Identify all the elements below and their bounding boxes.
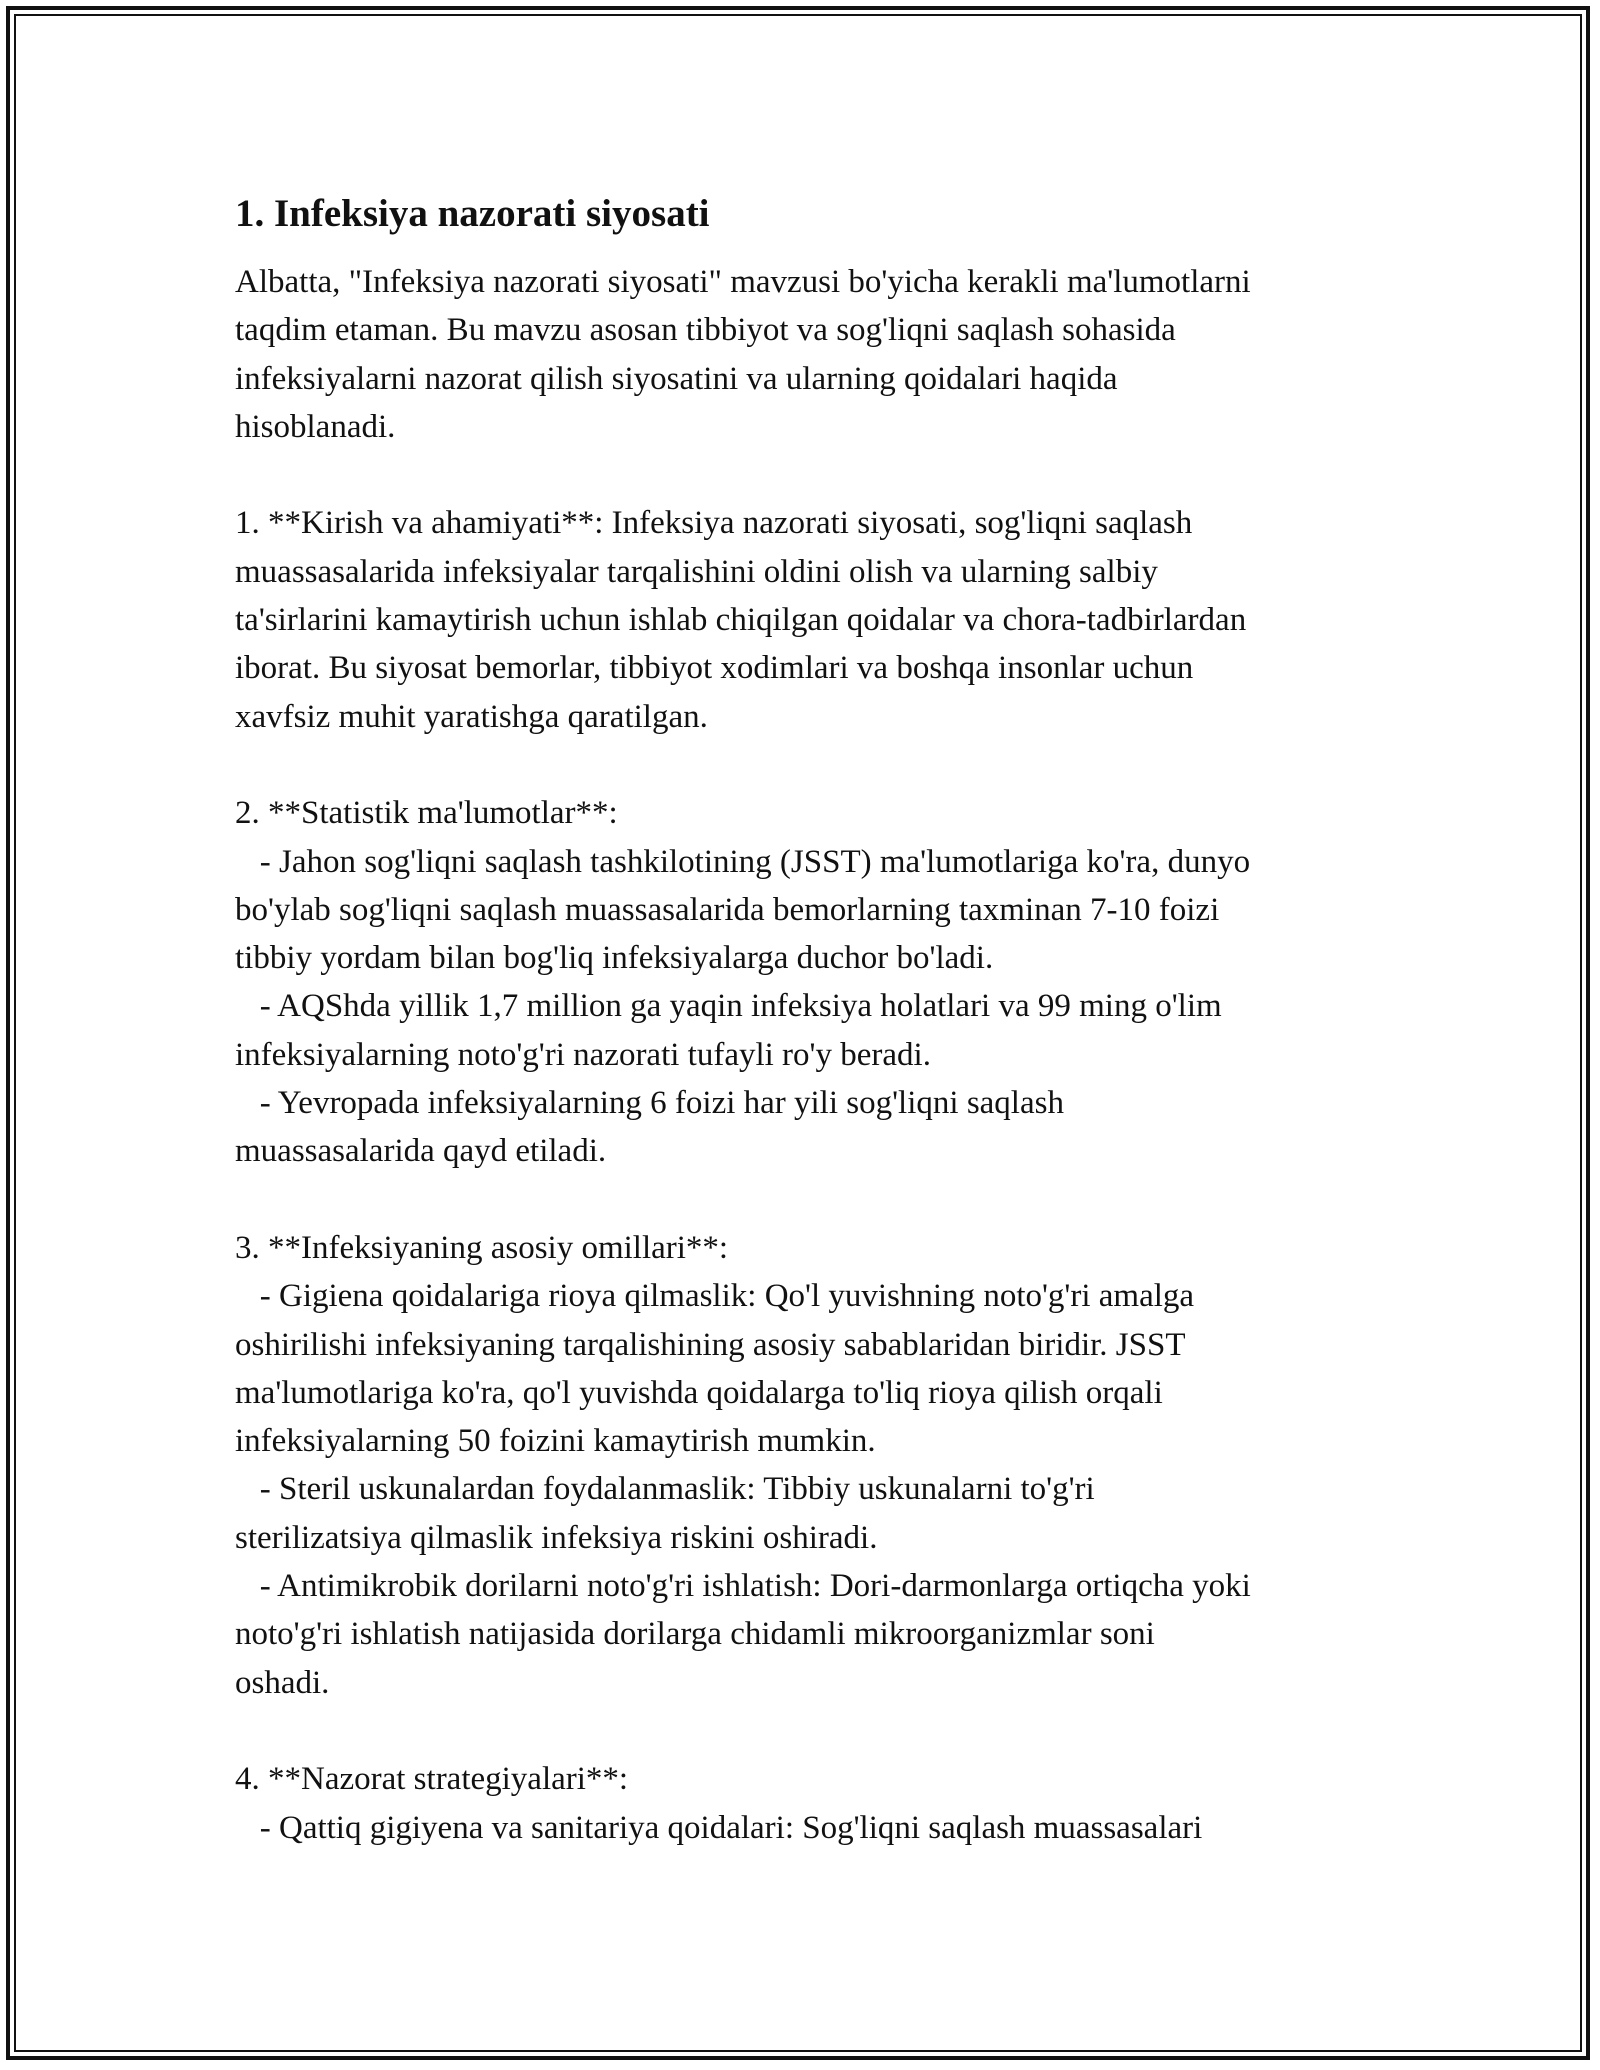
document-body: Albatta, "Infeksiya nazorati siyosati" mavzusi bo'yicha kerakli ma'lumotlarni taqdim etaman. Bu mavzu asosan tibbiyot va sog'liqni saqlash sohasida infeksiyalarni nazorat qilish siyosatini va ularning qoidalari haqida hisoblanadi. 1. **Kirish va ahamiyati**: Infeksiya nazorati siyosati, sog'liqni saqlash muassasalarida infeksiyalar tarqalishini oldini olish va ularning salbiy ta'sirlarini kamaytirish uchun ishlab chiqilgan qoidalar va chora-tadbirlardan iborat. Bu siyosat bemorlar, tibbiyot xodimlari va boshqa insonlar uchun xavfsiz muhit yaratishga qaratilgan. 2. **Statistik ma'lumotlar**: - Jahon sog'liqni saqlash tashkilotining (JSST) ma'lumotlariga ko'ra, dunyo bo'ylab sog'liqni saqlash muassasalarida bemorlarning taxminan 7-10 foizi tibbiy yordam bilan bog'liq infeksiyalarga duchor bo'ladi. - AQShda yillik 1,7 million ga yaqin infeksiya holatlari va 99 ming o'lim infeksiyalarning noto'g'ri nazorati tufayli ro'y beradi. - Yevropada infeksiyalarning 6 foizi har yili sog'liqni saqlash muassasalarida qayd etiladi. 3. **Infeksiyaning asosiy omillari**: - Gigiena qoidalariga rioya qilmaslik: Qo'l yuvishning noto'g'ri amalga oshirilishi infeksiyaning tarqalishining asosiy sabablaridan biridir. JSST ma'lumotlariga ko'ra, qo'l yuvishda qoidalarga to'liq rioya qilish orqali infeksiyalarning 50 foizini kamaytirish mumkin. - Steril uskunalardan foydalanmaslik: Tibbiy uskunalarni to'g'ri sterilizatsiya qilmaslik infeksiya riskini oshiradi. - Antimikrobik dorilarni noto'g'ri ishlatish: Dori-darmonlarga ortiqcha yoki noto'g'ri ishlatish natijasida dorilarga chidamli mikroorganizmlar soni oshadi. 4. **Nazorat strategiyalari**: - Qattiq gigiyena va sanitariya qoidalari: Sog'liqni saqlash muassasalari <box>235 264 1251 1846</box>
document-content <box>235 188 1385 1852</box>
document-title: 1. Infeksiya nazorati siyosati <box>235 192 710 235</box>
